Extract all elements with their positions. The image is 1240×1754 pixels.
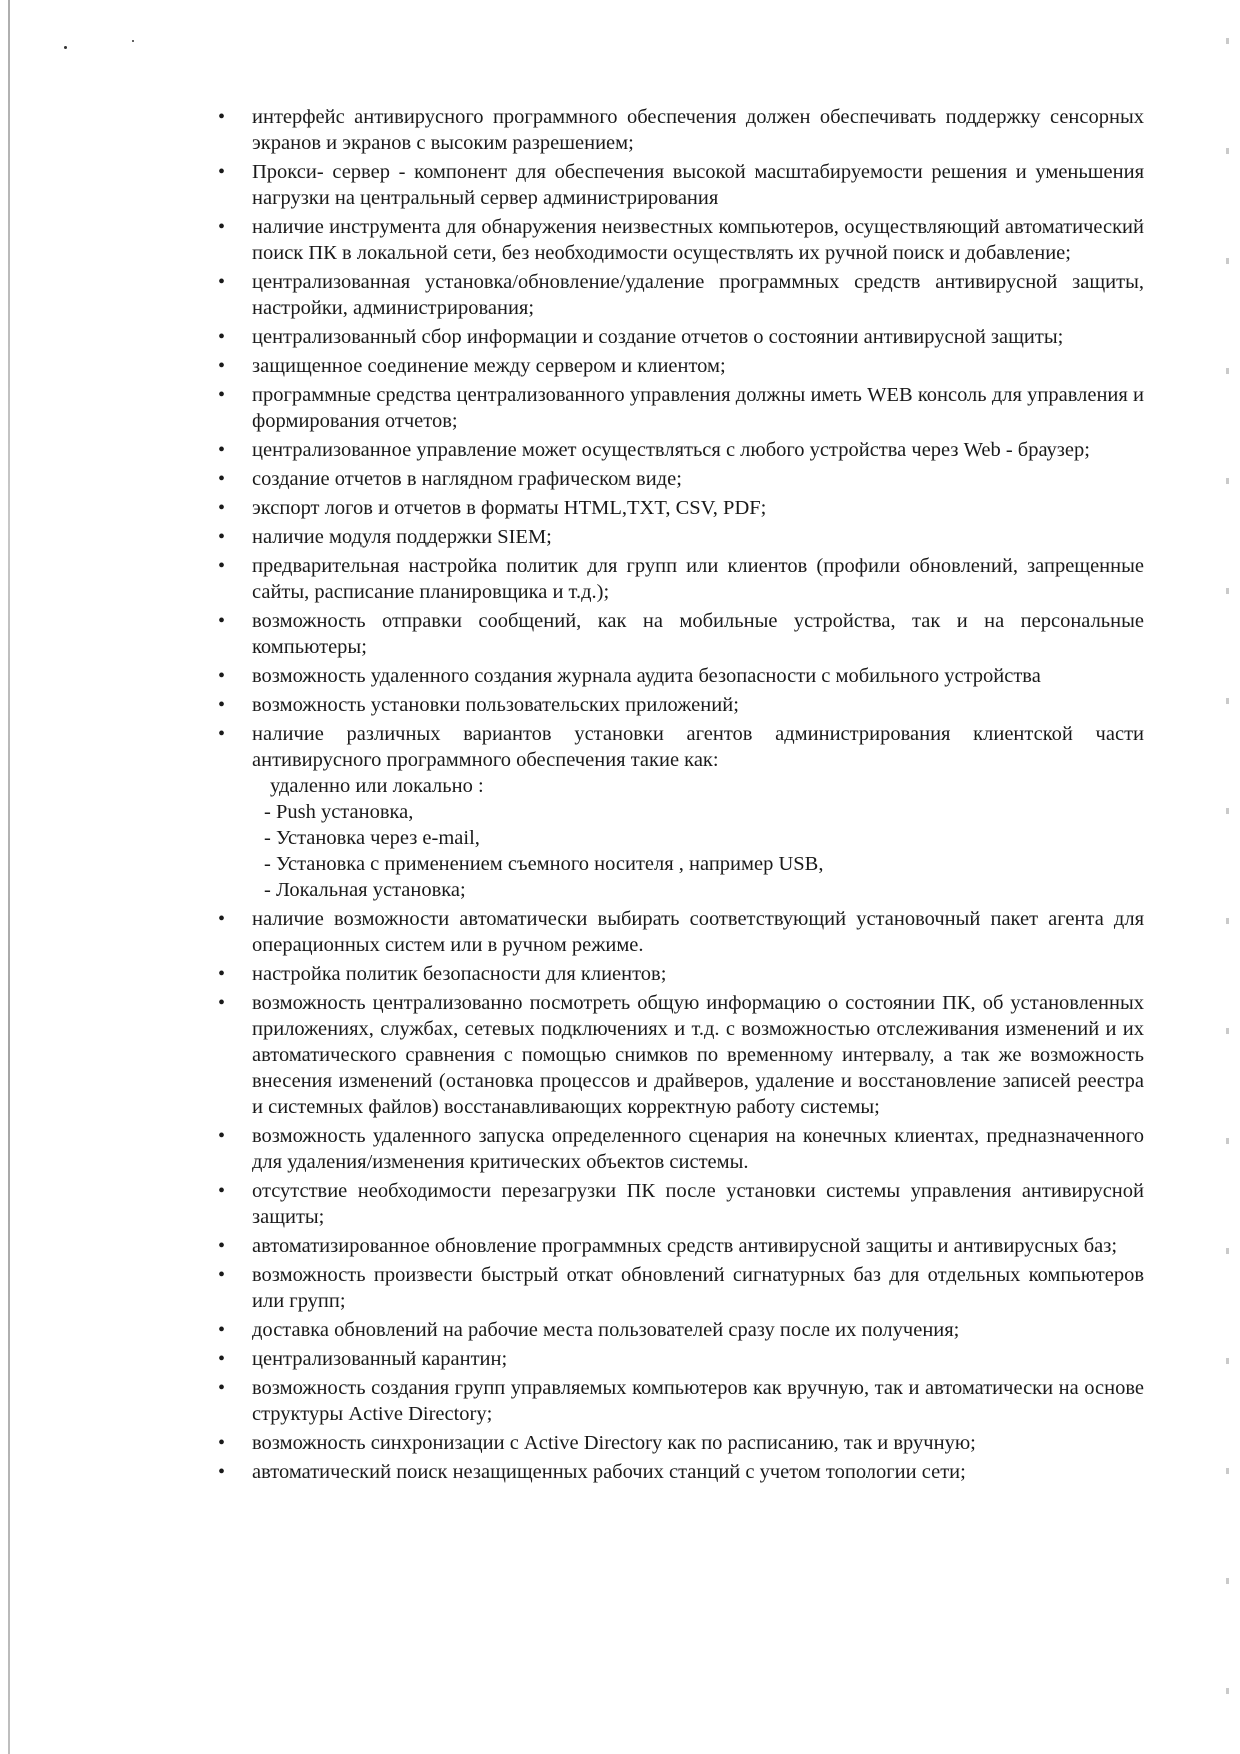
bullet-icon: • [218,1377,226,1399]
list-item [214,663,1144,689]
list-item [214,382,1144,434]
install-option: - Установка через e-mail, [264,827,480,849]
list-item-text: Прокси- сервер - компонент для обеспечения высокой масштабируемости решения и уменьшения нагрузки на центральный сервер администрирования [252,161,1144,209]
list-item-text: настройка политик безопасности для клиентов; [252,963,667,985]
list-item [214,1430,1144,1456]
list-item-text: автоматизированное обновление программных средств антивирусной защиты и антивирусных баз; [252,1235,1118,1257]
list-item-text: наличие различных вариантов установки агентов администрирования клиентской части антивирусного программного обеспечения такие как: [252,723,1144,771]
bullet-icon: • [218,1348,226,1370]
list-item-text: централизованная установка/обновление/удаление программных средств антивирусной защиты, настройки, администрирования; [252,271,1144,319]
list-item [214,961,1144,987]
list-item-text: наличие возможности автоматически выбирать соответствующий установочный пакет агента для операционных систем или в ручном режиме. [252,908,1144,956]
list-item [214,353,1144,379]
scan-speck [132,40,134,42]
list-item-text: экспорт логов и отчетов в форматы HTML,TXT, CSV, PDF; [252,497,767,519]
bullet-icon: • [218,1125,226,1147]
list-item [214,104,1144,156]
list-item-text: создание отчетов в наглядном графическом виде; [252,468,682,490]
bullet-icon: • [218,610,226,632]
list-item [214,1233,1144,1259]
list-item [214,608,1144,660]
bullet-icon: • [218,326,226,348]
install-option: - Push установка, [264,801,414,823]
list-item-text: возможность централизованно посмотреть общую информацию о состоянии ПК, об установленных приложениях, службах, сетевых подключениях и т.д. с возможностью отслеживания изменений и их автоматического сравнения с помощью снимков по временному интервалу, а так же возможность внесения изменений (остановка процессов и драйверов, удаление и восстановление записей реестра и системных файлов) восстанавливающих корректную работу системы; [252,992,1144,1118]
list-item [214,524,1144,550]
scan-speck [64,46,67,49]
list-item [214,692,1144,718]
list-item [214,1459,1144,1485]
bullet-icon: • [218,694,226,716]
list-item [214,1123,1144,1175]
list-item-text: возможность удаленного запуска определенного сценария на конечных клиентах, предназначенного для удаления/изменения критических объектов системы. [252,1125,1144,1173]
list-item [214,466,1144,492]
bullet-icon: • [218,1180,226,1202]
list-item [214,437,1144,463]
bullet-icon: • [218,723,226,745]
list-item-text: наличие инструмента для обнаружения неизвестных компьютеров, осуществляющий автоматический поиск ПК в локальной сети, без необходимости осуществлять их ручной поиск и добавление; [252,216,1144,264]
list-item [214,159,1144,211]
bullet-icon: • [218,908,226,930]
bullet-icon: • [218,468,226,490]
bullet-icon: • [218,1461,226,1483]
list-item [214,269,1144,321]
bullet-icon: • [218,665,226,687]
list-item [214,1178,1144,1230]
list-item [214,906,1144,958]
requirements-content [214,104,1144,1488]
list-item [214,1375,1144,1427]
bullet-icon: • [218,384,226,406]
list-item-text: возможность произвести быстрый откат обновлений сигнатурных баз для отдельных компьютеров или групп; [252,1264,1144,1312]
list-item-text: доставка обновлений на рабочие места пользователей сразу после их получения; [252,1319,960,1341]
scan-edge-left [8,0,10,1754]
list-item-text: наличие модуля поддержки SIEM; [252,526,552,548]
bullet-icon: • [218,106,226,128]
bullet-icon: • [218,1235,226,1257]
list-item-text: централизованный сбор информации и создание отчетов о состоянии антивирусной защиты; [252,326,1064,348]
bullet-icon: • [218,161,226,183]
install-option: - Локальная установка; [264,879,466,901]
list-item-text: отсутствие необходимости перезагрузки ПК после установки системы управления антивирусной защиты; [252,1180,1144,1228]
list-item-text: предварительная настройка политик для групп или клиентов (профили обновлений, запрещенные сайты, расписание планировщика и т.д.); [252,555,1144,603]
install-options-intro: удаленно или локально : [270,775,484,797]
bullet-icon: • [218,1432,226,1454]
list-item-text: возможность отправки сообщений, как на мобильные устройства, так и на персональные компьютеры; [252,610,1144,658]
bullet-icon: • [218,1264,226,1286]
bullet-icon: • [218,1319,226,1341]
scan-edge-right [1226,0,1229,1754]
list-item [214,1346,1144,1372]
list-item [214,214,1144,266]
list-item-text: возможность установки пользовательских приложений; [252,694,739,716]
list-item-text: централизованное управление может осуществляться с любого устройства через Web - браузер; [252,439,1090,461]
bullet-icon: • [218,439,226,461]
bullet-icon: • [218,355,226,377]
list-item-text: возможность создания групп управляемых компьютеров как вручную, так и автоматически на основе структуры Active Directory; [252,1377,1144,1425]
requirements-list [214,104,1144,1485]
list-item [214,1262,1144,1314]
list-item [214,990,1144,1120]
list-item-text: возможность синхронизации с Active Directory как по расписанию, так и вручную; [252,1432,976,1454]
list-item-text: автоматический поиск незащищенных рабочих станций с учетом топологии сети; [252,1461,966,1483]
install-option: - Установка с применением съемного носителя , например USB, [264,853,824,875]
list-item [214,495,1144,521]
bullet-icon: • [218,526,226,548]
list-item [214,1317,1144,1343]
bullet-icon: • [218,497,226,519]
list-item-text: централизованный карантин; [252,1348,508,1370]
bullet-icon: • [218,271,226,293]
list-item [214,721,1144,903]
list-item [214,553,1144,605]
bullet-icon: • [218,216,226,238]
bullet-icon: • [218,992,226,1014]
bullet-icon: • [218,555,226,577]
list-item-text: программные средства централизованного управления должны иметь WEB консоль для управления и формирования отчетов; [252,384,1144,432]
list-item-text: возможность удаленного создания журнала аудита безопасности с мобильного устройства [252,665,1041,687]
bullet-icon: • [218,963,226,985]
list-item-text: защищенное соединение между сервером и клиентом; [252,355,726,377]
list-item [214,324,1144,350]
list-item-text: интерфейс антивирусного программного обеспечения должен обеспечивать поддержку сенсорных экранов и экранов с высоким разрешением; [252,106,1144,154]
